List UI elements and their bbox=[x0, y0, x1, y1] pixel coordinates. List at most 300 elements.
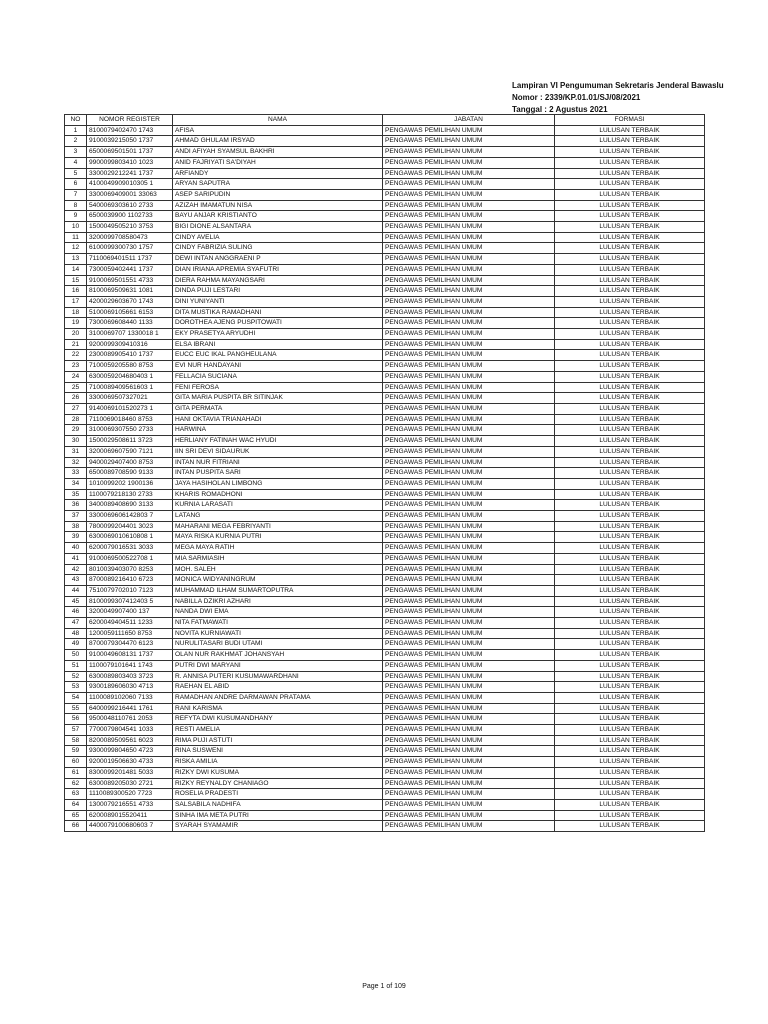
cell-jabatan: PENGAWAS PEMILIHAN UMUM bbox=[383, 275, 555, 286]
cell-register: 3300029212241 1737 bbox=[87, 168, 173, 179]
cell-no: 53 bbox=[65, 682, 87, 693]
cell-register: 6500089708590 9133 bbox=[87, 468, 173, 479]
cell-register: 9500048110761 2053 bbox=[87, 714, 173, 725]
cell-register: 6500039900 1102733 bbox=[87, 211, 173, 222]
cell-nama: NANDA DWI EMA bbox=[173, 607, 383, 618]
cell-register: 6200049404511 1233 bbox=[87, 618, 173, 629]
cell-register: 3100069707 1330018 1 bbox=[87, 329, 173, 340]
cell-jabatan: PENGAWAS PEMILIHAN UMUM bbox=[383, 371, 555, 382]
cell-nama: NURULITASARI BUDI UTAMI bbox=[173, 639, 383, 650]
cell-register: 8700089216410 6723 bbox=[87, 575, 173, 586]
cell-formasi: LULUSAN TERBAIK bbox=[555, 147, 705, 158]
cell-register: 1300079216551 4733 bbox=[87, 800, 173, 811]
cell-jabatan: PENGAWAS PEMILIHAN UMUM bbox=[383, 575, 555, 586]
cell-nama: GITA MARIA PUSPITA BR SITINJAK bbox=[173, 393, 383, 404]
cell-register: 7110069401511 1737 bbox=[87, 254, 173, 265]
cell-jabatan: PENGAWAS PEMILIHAN UMUM bbox=[383, 725, 555, 736]
cell-formasi: LULUSAN TERBAIK bbox=[555, 436, 705, 447]
cell-no: 50 bbox=[65, 650, 87, 661]
table-row bbox=[65, 403, 705, 414]
cell-formasi: LULUSAN TERBAIK bbox=[555, 575, 705, 586]
cell-jabatan: PENGAWAS PEMILIHAN UMUM bbox=[383, 382, 555, 393]
table-row bbox=[65, 382, 705, 393]
table-row bbox=[65, 692, 705, 703]
cell-register: 3300069606142803 7 bbox=[87, 511, 173, 522]
cell-jabatan: PENGAWAS PEMILIHAN UMUM bbox=[383, 596, 555, 607]
table-row bbox=[65, 585, 705, 596]
cell-register: 1110089300520 7723 bbox=[87, 789, 173, 800]
cell-jabatan: PENGAWAS PEMILIHAN UMUM bbox=[383, 767, 555, 778]
cell-jabatan: PENGAWAS PEMILIHAN UMUM bbox=[383, 243, 555, 254]
table-row bbox=[65, 500, 705, 511]
cell-no: 21 bbox=[65, 339, 87, 350]
cell-formasi: LULUSAN TERBAIK bbox=[555, 639, 705, 650]
cell-nama: RANI KARISMA bbox=[173, 703, 383, 714]
cell-register: 6100099300730 1757 bbox=[87, 243, 173, 254]
cell-register: 3200099708580473 bbox=[87, 232, 173, 243]
table-row bbox=[65, 564, 705, 575]
cell-no: 60 bbox=[65, 757, 87, 768]
cell-register: 7300069608440 1133 bbox=[87, 318, 173, 329]
cell-no: 55 bbox=[65, 703, 87, 714]
cell-no: 28 bbox=[65, 414, 87, 425]
table-row bbox=[65, 243, 705, 254]
cell-no: 65 bbox=[65, 810, 87, 821]
cell-formasi: LULUSAN TERBAIK bbox=[555, 243, 705, 254]
cell-jabatan: PENGAWAS PEMILIHAN UMUM bbox=[383, 350, 555, 361]
cell-jabatan: PENGAWAS PEMILIHAN UMUM bbox=[383, 821, 555, 832]
cell-nama: KURNIA LARASATI bbox=[173, 500, 383, 511]
table-row bbox=[65, 660, 705, 671]
cell-jabatan: PENGAWAS PEMILIHAN UMUM bbox=[383, 425, 555, 436]
cell-jabatan: PENGAWAS PEMILIHAN UMUM bbox=[383, 211, 555, 222]
cell-register: 9900099803410 1023 bbox=[87, 157, 173, 168]
cell-formasi: LULUSAN TERBAIK bbox=[555, 222, 705, 233]
table-row bbox=[65, 789, 705, 800]
cell-register: 9100039215050 1737 bbox=[87, 136, 173, 147]
cell-no: 26 bbox=[65, 393, 87, 404]
cell-no: 15 bbox=[65, 275, 87, 286]
cell-formasi: LULUSAN TERBAIK bbox=[555, 468, 705, 479]
cell-jabatan: PENGAWAS PEMILIHAN UMUM bbox=[383, 339, 555, 350]
cell-formasi: LULUSAN TERBAIK bbox=[555, 307, 705, 318]
cell-formasi: LULUSAN TERBAIK bbox=[555, 821, 705, 832]
cell-no: 64 bbox=[65, 800, 87, 811]
cell-jabatan: PENGAWAS PEMILIHAN UMUM bbox=[383, 553, 555, 564]
table-row bbox=[65, 682, 705, 693]
cell-jabatan: PENGAWAS PEMILIHAN UMUM bbox=[383, 222, 555, 233]
cell-nama: NITA FATMAWATI bbox=[173, 618, 383, 629]
cell-formasi: LULUSAN TERBAIK bbox=[555, 457, 705, 468]
cell-no: 41 bbox=[65, 553, 87, 564]
cell-formasi: LULUSAN TERBAIK bbox=[555, 382, 705, 393]
cell-jabatan: PENGAWAS PEMILIHAN UMUM bbox=[383, 200, 555, 211]
cell-no: 11 bbox=[65, 232, 87, 243]
cell-no: 42 bbox=[65, 564, 87, 575]
cell-formasi: LULUSAN TERBAIK bbox=[555, 746, 705, 757]
table-row bbox=[65, 821, 705, 832]
cell-formasi: LULUSAN TERBAIK bbox=[555, 521, 705, 532]
cell-nama: MUHAMMAD ILHAM SUMARTOPUTRA bbox=[173, 585, 383, 596]
cell-jabatan: PENGAWAS PEMILIHAN UMUM bbox=[383, 254, 555, 265]
cell-register: 9300099804650 4723 bbox=[87, 746, 173, 757]
table-row bbox=[65, 596, 705, 607]
cell-jabatan: PENGAWAS PEMILIHAN UMUM bbox=[383, 671, 555, 682]
table-row bbox=[65, 767, 705, 778]
cell-register: 5100069105661 6153 bbox=[87, 307, 173, 318]
cell-register: 7510079702010 7123 bbox=[87, 585, 173, 596]
cell-nama: JAYA HASIHOLAN LIMBONG bbox=[173, 478, 383, 489]
cell-no: 29 bbox=[65, 425, 87, 436]
table-row bbox=[65, 457, 705, 468]
cell-nama: KHARIS ROMADHONI bbox=[173, 489, 383, 500]
cell-register: 4400079100680603 7 bbox=[87, 821, 173, 832]
cell-nama: IIN SRI DEVI SIDAURUK bbox=[173, 446, 383, 457]
cell-register: 6200079016531 3033 bbox=[87, 543, 173, 554]
cell-jabatan: PENGAWAS PEMILIHAN UMUM bbox=[383, 393, 555, 404]
cell-jabatan: PENGAWAS PEMILIHAN UMUM bbox=[383, 125, 555, 136]
cell-register: 9100069500522708 1 bbox=[87, 553, 173, 564]
cell-no: 17 bbox=[65, 296, 87, 307]
cell-nama: SALSABILA NADHIFA bbox=[173, 800, 383, 811]
cell-no: 38 bbox=[65, 521, 87, 532]
cell-jabatan: PENGAWAS PEMILIHAN UMUM bbox=[383, 607, 555, 618]
attachment-title: Lampiran VI Pengumuman Sekretaris Jenderal Bawaslu bbox=[512, 81, 724, 90]
cell-no: 43 bbox=[65, 575, 87, 586]
cell-register: 6300089803403 3723 bbox=[87, 671, 173, 682]
table-row bbox=[65, 478, 705, 489]
cell-jabatan: PENGAWAS PEMILIHAN UMUM bbox=[383, 735, 555, 746]
cell-register: 1500049505210 3753 bbox=[87, 222, 173, 233]
page-number: Page 1 of 109 bbox=[362, 983, 406, 990]
cell-no: 48 bbox=[65, 628, 87, 639]
cell-formasi: LULUSAN TERBAIK bbox=[555, 350, 705, 361]
table-row bbox=[65, 543, 705, 554]
table-row bbox=[65, 553, 705, 564]
cell-no: 34 bbox=[65, 478, 87, 489]
cell-formasi: LULUSAN TERBAIK bbox=[555, 671, 705, 682]
cell-formasi: LULUSAN TERBAIK bbox=[555, 564, 705, 575]
cell-jabatan: PENGAWAS PEMILIHAN UMUM bbox=[383, 521, 555, 532]
cell-formasi: LULUSAN TERBAIK bbox=[555, 585, 705, 596]
cell-formasi: LULUSAN TERBAIK bbox=[555, 511, 705, 522]
cell-no: 2 bbox=[65, 136, 87, 147]
cell-jabatan: PENGAWAS PEMILIHAN UMUM bbox=[383, 778, 555, 789]
cell-nama: INTAN PUSPITA SARI bbox=[173, 468, 383, 479]
table-row bbox=[65, 575, 705, 586]
cell-jabatan: PENGAWAS PEMILIHAN UMUM bbox=[383, 703, 555, 714]
cell-jabatan: PENGAWAS PEMILIHAN UMUM bbox=[383, 746, 555, 757]
cell-formasi: LULUSAN TERBAIK bbox=[555, 735, 705, 746]
cell-nama: LATANG bbox=[173, 511, 383, 522]
cell-register: 1500029508611 3723 bbox=[87, 436, 173, 447]
cell-register: 6300069010610808 1 bbox=[87, 532, 173, 543]
cell-formasi: LULUSAN TERBAIK bbox=[555, 361, 705, 372]
table-header-row bbox=[65, 115, 705, 126]
cell-nama: EKY PRASETYA ARYUDHI bbox=[173, 329, 383, 340]
cell-no: 61 bbox=[65, 767, 87, 778]
cell-jabatan: PENGAWAS PEMILIHAN UMUM bbox=[383, 714, 555, 725]
cell-formasi: LULUSAN TERBAIK bbox=[555, 403, 705, 414]
table-row bbox=[65, 757, 705, 768]
attachment-header bbox=[512, 80, 752, 116]
cell-register: 3100069307550 2733 bbox=[87, 425, 173, 436]
cell-register: 9100069501551 4733 bbox=[87, 275, 173, 286]
cell-register: 8700079304470 6123 bbox=[87, 639, 173, 650]
cell-formasi: LULUSAN TERBAIK bbox=[555, 425, 705, 436]
cell-nama: EUCC EUC IKAL PANGHEULANA bbox=[173, 350, 383, 361]
cell-nama: RAEHAN EL ABID bbox=[173, 682, 383, 693]
cell-formasi: LULUSAN TERBAIK bbox=[555, 189, 705, 200]
cell-jabatan: PENGAWAS PEMILIHAN UMUM bbox=[383, 650, 555, 661]
cell-formasi: LULUSAN TERBAIK bbox=[555, 339, 705, 350]
col-header-jabatan: JABATAN bbox=[383, 115, 555, 126]
cell-jabatan: PENGAWAS PEMILIHAN UMUM bbox=[383, 403, 555, 414]
cell-nama: ANDI AFIYAH SYAMSUL BAKHRI bbox=[173, 147, 383, 158]
cell-formasi: LULUSAN TERBAIK bbox=[555, 157, 705, 168]
cell-formasi: LULUSAN TERBAIK bbox=[555, 692, 705, 703]
cell-register: 9300189606030 4713 bbox=[87, 682, 173, 693]
table-row bbox=[65, 628, 705, 639]
cell-jabatan: PENGAWAS PEMILIHAN UMUM bbox=[383, 692, 555, 703]
cell-jabatan: PENGAWAS PEMILIHAN UMUM bbox=[383, 585, 555, 596]
cell-jabatan: PENGAWAS PEMILIHAN UMUM bbox=[383, 157, 555, 168]
cell-jabatan: PENGAWAS PEMILIHAN UMUM bbox=[383, 682, 555, 693]
table-row bbox=[65, 296, 705, 307]
cell-formasi: LULUSAN TERBAIK bbox=[555, 179, 705, 190]
cell-formasi: LULUSAN TERBAIK bbox=[555, 489, 705, 500]
cell-no: 32 bbox=[65, 457, 87, 468]
cell-register: 5400069303610 2733 bbox=[87, 200, 173, 211]
cell-register: 9100049608131 1737 bbox=[87, 650, 173, 661]
cell-register: 1010099202 1900136 bbox=[87, 478, 173, 489]
col-header-no: NO bbox=[65, 115, 87, 126]
table-row bbox=[65, 425, 705, 436]
table-row bbox=[65, 200, 705, 211]
cell-formasi: LULUSAN TERBAIK bbox=[555, 628, 705, 639]
cell-nama: DINI YUNIYANTI bbox=[173, 296, 383, 307]
cell-nama: ANID FAJRIYATI SA'DIYAH bbox=[173, 157, 383, 168]
cell-nama: REFYTA DWI KUSUMANDHANY bbox=[173, 714, 383, 725]
cell-no: 62 bbox=[65, 778, 87, 789]
cell-nama: HANI OKTAVIA TRIANAHADI bbox=[173, 414, 383, 425]
cell-nama: RAMADHAN ANDRE DARMAWAN PRATAMA bbox=[173, 692, 383, 703]
cell-nama: DITA MUSTIKA RAMADHANI bbox=[173, 307, 383, 318]
cell-jabatan: PENGAWAS PEMILIHAN UMUM bbox=[383, 543, 555, 554]
cell-jabatan: PENGAWAS PEMILIHAN UMUM bbox=[383, 500, 555, 511]
cell-jabatan: PENGAWAS PEMILIHAN UMUM bbox=[383, 179, 555, 190]
cell-no: 8 bbox=[65, 200, 87, 211]
cell-no: 7 bbox=[65, 189, 87, 200]
attachment-date: Tanggal : 2 Agustus 2021 bbox=[512, 105, 608, 114]
table-row bbox=[65, 371, 705, 382]
cell-no: 13 bbox=[65, 254, 87, 265]
cell-no: 23 bbox=[65, 361, 87, 372]
cell-no: 12 bbox=[65, 243, 87, 254]
cell-no: 46 bbox=[65, 607, 87, 618]
cell-formasi: LULUSAN TERBAIK bbox=[555, 757, 705, 768]
cell-register: 3400089408690 3133 bbox=[87, 500, 173, 511]
cell-nama: MIA SARMIASIH bbox=[173, 553, 383, 564]
cell-formasi: LULUSAN TERBAIK bbox=[555, 650, 705, 661]
table-row bbox=[65, 800, 705, 811]
cell-formasi: LULUSAN TERBAIK bbox=[555, 286, 705, 297]
table-row bbox=[65, 671, 705, 682]
cell-formasi: LULUSAN TERBAIK bbox=[555, 446, 705, 457]
cell-no: 3 bbox=[65, 147, 87, 158]
cell-formasi: LULUSAN TERBAIK bbox=[555, 329, 705, 340]
table-row bbox=[65, 735, 705, 746]
cell-no: 22 bbox=[65, 350, 87, 361]
cell-no: 57 bbox=[65, 725, 87, 736]
cell-jabatan: PENGAWAS PEMILIHAN UMUM bbox=[383, 511, 555, 522]
cell-register: 6400099216441 1761 bbox=[87, 703, 173, 714]
cell-formasi: LULUSAN TERBAIK bbox=[555, 789, 705, 800]
cell-formasi: LULUSAN TERBAIK bbox=[555, 254, 705, 265]
cell-register: 1200059111650 8753 bbox=[87, 628, 173, 639]
cell-formasi: LULUSAN TERBAIK bbox=[555, 211, 705, 222]
cell-nama: ROSELIA PRADESTI bbox=[173, 789, 383, 800]
cell-nama: RINA SUSWENI bbox=[173, 746, 383, 757]
cell-no: 45 bbox=[65, 596, 87, 607]
cell-nama: AZIZAH IMAMATUN NISA bbox=[173, 200, 383, 211]
cell-nama: RIZKY REYNALDY CHANIAGO bbox=[173, 778, 383, 789]
cell-register: 7110069018460 8753 bbox=[87, 414, 173, 425]
cell-no: 1 bbox=[65, 125, 87, 136]
cell-jabatan: PENGAWAS PEMILIHAN UMUM bbox=[383, 757, 555, 768]
cell-no: 20 bbox=[65, 329, 87, 340]
cell-no: 63 bbox=[65, 789, 87, 800]
cell-formasi: LULUSAN TERBAIK bbox=[555, 371, 705, 382]
cell-formasi: LULUSAN TERBAIK bbox=[555, 596, 705, 607]
cell-nama: MAHARANI MEGA FEBRIYANTI bbox=[173, 521, 383, 532]
table-row bbox=[65, 329, 705, 340]
cell-formasi: LULUSAN TERBAIK bbox=[555, 810, 705, 821]
cell-formasi: LULUSAN TERBAIK bbox=[555, 414, 705, 425]
cell-register: 4100049909010305 1 bbox=[87, 179, 173, 190]
cell-nama: RESTI AMELIA bbox=[173, 725, 383, 736]
col-header-register: NOMOR REGISTER bbox=[87, 115, 173, 126]
table-row bbox=[65, 446, 705, 457]
cell-no: 6 bbox=[65, 179, 87, 190]
table-row bbox=[65, 778, 705, 789]
cell-jabatan: PENGAWAS PEMILIHAN UMUM bbox=[383, 532, 555, 543]
cell-register: 9200019506630 4733 bbox=[87, 757, 173, 768]
table-row bbox=[65, 489, 705, 500]
cell-no: 56 bbox=[65, 714, 87, 725]
cell-formasi: LULUSAN TERBAIK bbox=[555, 553, 705, 564]
table-row bbox=[65, 286, 705, 297]
cell-nama: ASEP SARIPUDIN bbox=[173, 189, 383, 200]
cell-jabatan: PENGAWAS PEMILIHAN UMUM bbox=[383, 660, 555, 671]
cell-jabatan: PENGAWAS PEMILIHAN UMUM bbox=[383, 232, 555, 243]
cell-formasi: LULUSAN TERBAIK bbox=[555, 168, 705, 179]
cell-nama: BIGI DIONE ALSANTARA bbox=[173, 222, 383, 233]
table-row bbox=[65, 703, 705, 714]
cell-formasi: LULUSAN TERBAIK bbox=[555, 618, 705, 629]
cell-formasi: LULUSAN TERBAIK bbox=[555, 296, 705, 307]
cell-no: 27 bbox=[65, 403, 87, 414]
cell-jabatan: PENGAWAS PEMILIHAN UMUM bbox=[383, 628, 555, 639]
cell-register: 9200099309410316 bbox=[87, 339, 173, 350]
cell-register: 8100069509631 1081 bbox=[87, 286, 173, 297]
cell-formasi: LULUSAN TERBAIK bbox=[555, 125, 705, 136]
cell-no: 54 bbox=[65, 692, 87, 703]
cell-no: 4 bbox=[65, 157, 87, 168]
cell-no: 36 bbox=[65, 500, 87, 511]
attachment-number: Nomor : 2339/KP.01.01/SJ/08/2021 bbox=[512, 93, 641, 102]
cell-formasi: LULUSAN TERBAIK bbox=[555, 660, 705, 671]
cell-nama: FENI FEROSA bbox=[173, 382, 383, 393]
cell-formasi: LULUSAN TERBAIK bbox=[555, 682, 705, 693]
cell-jabatan: PENGAWAS PEMILIHAN UMUM bbox=[383, 168, 555, 179]
cell-nama: CINDY FABRIZIA SULING bbox=[173, 243, 383, 254]
cell-jabatan: PENGAWAS PEMILIHAN UMUM bbox=[383, 789, 555, 800]
table-row bbox=[65, 264, 705, 275]
table-row bbox=[65, 468, 705, 479]
table-row bbox=[65, 618, 705, 629]
cell-nama: NABILLA DZIKRI AZHARI bbox=[173, 596, 383, 607]
cell-jabatan: PENGAWAS PEMILIHAN UMUM bbox=[383, 329, 555, 340]
table-row bbox=[65, 211, 705, 222]
cell-formasi: LULUSAN TERBAIK bbox=[555, 607, 705, 618]
cell-nama: SYARAH SYAMAMIR bbox=[173, 821, 383, 832]
cell-jabatan: PENGAWAS PEMILIHAN UMUM bbox=[383, 286, 555, 297]
cell-formasi: LULUSAN TERBAIK bbox=[555, 478, 705, 489]
cell-formasi: LULUSAN TERBAIK bbox=[555, 543, 705, 554]
cell-jabatan: PENGAWAS PEMILIHAN UMUM bbox=[383, 478, 555, 489]
cell-formasi: LULUSAN TERBAIK bbox=[555, 778, 705, 789]
cell-no: 49 bbox=[65, 639, 87, 650]
cell-register: 8200089509561 6023 bbox=[87, 735, 173, 746]
table-row bbox=[65, 350, 705, 361]
cell-formasi: LULUSAN TERBAIK bbox=[555, 393, 705, 404]
cell-formasi: LULUSAN TERBAIK bbox=[555, 725, 705, 736]
table-row bbox=[65, 521, 705, 532]
cell-no: 24 bbox=[65, 371, 87, 382]
cell-nama: HARWINA bbox=[173, 425, 383, 436]
cell-nama: AHMAD GHULAM IRSYAD bbox=[173, 136, 383, 147]
table-row bbox=[65, 125, 705, 136]
cell-no: 16 bbox=[65, 286, 87, 297]
cell-jabatan: PENGAWAS PEMILIHAN UMUM bbox=[383, 361, 555, 372]
cell-jabatan: PENGAWAS PEMILIHAN UMUM bbox=[383, 189, 555, 200]
cell-nama: EVI NUR HANDAYANI bbox=[173, 361, 383, 372]
cell-no: 39 bbox=[65, 532, 87, 543]
cell-nama: CINDY AVELIA bbox=[173, 232, 383, 243]
cell-register: 6300059204680403 1 bbox=[87, 371, 173, 382]
cell-nama: DIERA RAHMA MAYANGSARI bbox=[173, 275, 383, 286]
cell-register: 8100079402470 1743 bbox=[87, 125, 173, 136]
cell-register: 6300089205030 2721 bbox=[87, 778, 173, 789]
cell-register: 4200029603670 1743 bbox=[87, 296, 173, 307]
cell-register: 7300059402441 1737 bbox=[87, 264, 173, 275]
cell-formasi: LULUSAN TERBAIK bbox=[555, 703, 705, 714]
table-row bbox=[65, 157, 705, 168]
table-row bbox=[65, 393, 705, 404]
cell-formasi: LULUSAN TERBAIK bbox=[555, 500, 705, 511]
table-row bbox=[65, 746, 705, 757]
cell-jabatan: PENGAWAS PEMILIHAN UMUM bbox=[383, 618, 555, 629]
cell-no: 9 bbox=[65, 211, 87, 222]
cell-register: 9400029407400 8753 bbox=[87, 457, 173, 468]
cell-jabatan: PENGAWAS PEMILIHAN UMUM bbox=[383, 436, 555, 447]
cell-nama: PUTRI DWI MARYANI bbox=[173, 660, 383, 671]
cell-jabatan: PENGAWAS PEMILIHAN UMUM bbox=[383, 639, 555, 650]
cell-formasi: LULUSAN TERBAIK bbox=[555, 264, 705, 275]
table-row bbox=[65, 275, 705, 286]
cell-no: 37 bbox=[65, 511, 87, 522]
